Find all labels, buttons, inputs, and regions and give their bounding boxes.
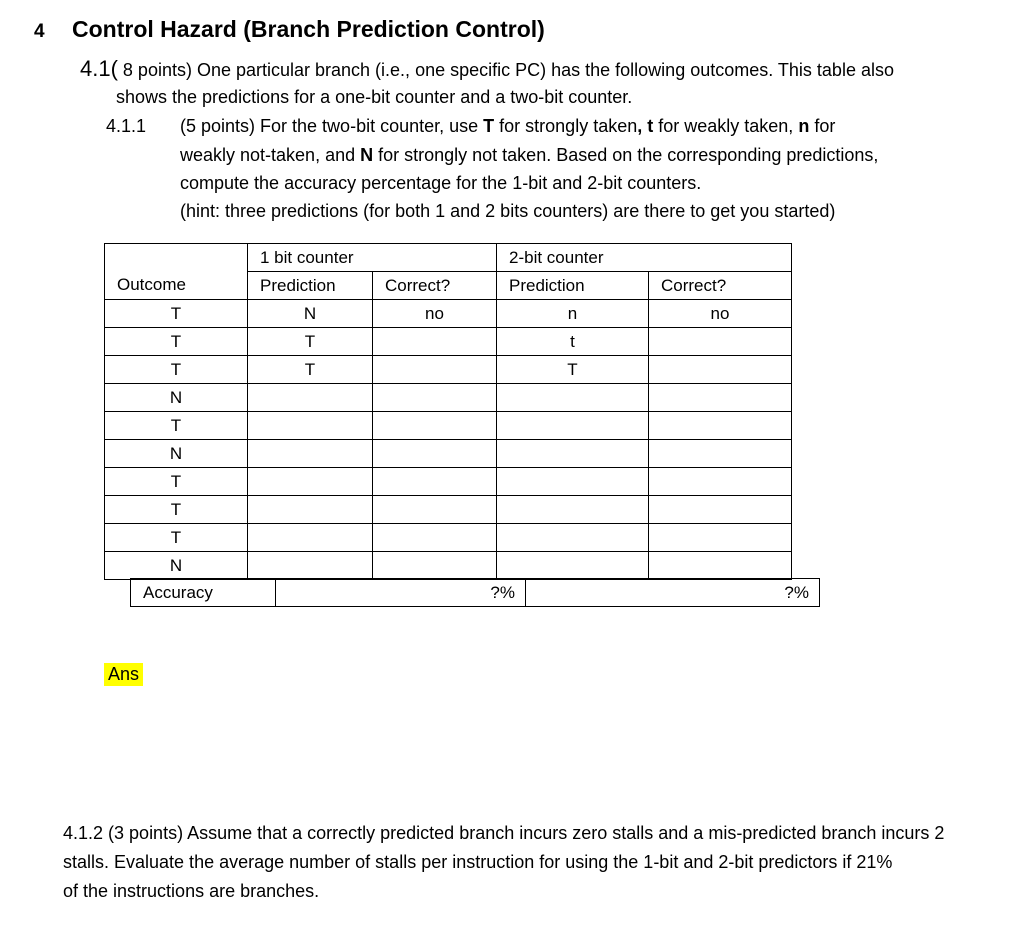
prediction-1bit-cell xyxy=(248,412,373,440)
outcome-cell: T xyxy=(105,468,248,496)
header-one-bit-counter: 1 bit counter xyxy=(248,244,497,272)
prediction-2bit-cell xyxy=(497,496,649,524)
section-number: 4 xyxy=(34,21,45,42)
outcome-cell: T xyxy=(105,524,248,552)
correct-2bit-cell xyxy=(649,356,792,384)
outcome-cell: T xyxy=(105,300,248,328)
outcome-cell: T xyxy=(105,356,248,384)
prediction-2bit-cell: n xyxy=(497,300,649,328)
prediction-2bit-cell xyxy=(497,440,649,468)
question-4-1-2-line3: of the instructions are branches. xyxy=(63,881,320,901)
table-row xyxy=(105,524,792,552)
prediction-1bit-cell xyxy=(248,552,373,580)
correct-1bit-cell xyxy=(373,552,497,580)
question-4-1-1-number: 4.1.1 xyxy=(106,116,147,136)
correct-1bit-cell: no xyxy=(373,300,497,328)
question-4-1-1-line1: (5 points) For the two-bit counter, use T for strongly taken, t for weakly taken, n for xyxy=(180,116,836,136)
outcome-cell: N xyxy=(105,440,248,468)
question-4-1-line2: shows the predictions for a one-bit counter and a two-bit counter. xyxy=(116,87,633,107)
correct-2bit-cell xyxy=(649,524,792,552)
accuracy-one-bit: ?% xyxy=(276,579,526,607)
table-row xyxy=(105,300,792,328)
prediction-1bit-cell: T xyxy=(248,328,373,356)
prediction-2bit-cell xyxy=(497,524,649,552)
header-two-bit-counter: 2-bit counter xyxy=(497,244,792,272)
header-blank-cell xyxy=(105,244,248,272)
prediction-1bit-cell: T xyxy=(248,356,373,384)
accuracy-label: Accuracy xyxy=(131,579,276,607)
question-4-1-line1 xyxy=(80,56,894,82)
correct-1bit-cell xyxy=(373,496,497,524)
prediction-2bit-cell xyxy=(497,384,649,412)
prediction-1bit-cell: N xyxy=(248,300,373,328)
table-row xyxy=(105,440,792,468)
prediction-1bit-cell xyxy=(248,524,373,552)
header-outcome: Outcome xyxy=(105,272,248,300)
question-4-1-1-line2: weakly not-taken, and N for strongly not taken. Based on the corresponding predictions, xyxy=(180,145,879,165)
question-4-1-number: 4.1( xyxy=(80,56,118,81)
correct-2bit-cell xyxy=(649,552,792,580)
correct-1bit-cell xyxy=(373,524,497,552)
question-4-1-text: 8 points) One particular branch (i.e., one specific PC) has the following outcomes. This table also xyxy=(117,60,894,80)
prediction-2bit-cell: t xyxy=(497,328,649,356)
correct-2bit-cell xyxy=(649,384,792,412)
prediction-1bit-cell xyxy=(248,496,373,524)
outcome-cell: T xyxy=(105,328,248,356)
outcome-cell: N xyxy=(105,384,248,412)
outcome-cell: N xyxy=(105,552,248,580)
table-row xyxy=(105,384,792,412)
accuracy-two-bit: ?% xyxy=(526,579,820,607)
prediction-2bit-cell xyxy=(497,552,649,580)
prediction-2bit-cell xyxy=(497,468,649,496)
header-prediction-2bit: Prediction xyxy=(497,272,649,300)
answer-label: Ans xyxy=(104,663,143,686)
accuracy-table xyxy=(130,578,820,607)
outcome-cell: T xyxy=(105,496,248,524)
correct-1bit-cell xyxy=(373,356,497,384)
outcome-cell: T xyxy=(105,412,248,440)
section-title: Control Hazard (Branch Prediction Control) xyxy=(72,16,545,42)
prediction-2bit-cell xyxy=(497,412,649,440)
question-4-1-1-line4: (hint: three predictions (for both 1 and 2 bits counters) are there to get you started) xyxy=(180,201,836,221)
correct-1bit-cell xyxy=(373,440,497,468)
table-header-top-row xyxy=(105,244,792,272)
correct-2bit-cell: no xyxy=(649,300,792,328)
table-row xyxy=(105,468,792,496)
table-row xyxy=(105,412,792,440)
prediction-1bit-cell xyxy=(248,440,373,468)
table-row xyxy=(105,552,792,580)
header-correct-2bit: Correct? xyxy=(649,272,792,300)
prediction-1bit-cell xyxy=(248,468,373,496)
prediction-1bit-cell xyxy=(248,384,373,412)
prediction-table xyxy=(104,243,792,580)
correct-1bit-cell xyxy=(373,328,497,356)
table-header-columns-row xyxy=(105,272,792,300)
header-prediction-1bit: Prediction xyxy=(248,272,373,300)
prediction-2bit-cell: T xyxy=(497,356,649,384)
correct-2bit-cell xyxy=(649,440,792,468)
correct-1bit-cell xyxy=(373,412,497,440)
table-row xyxy=(105,496,792,524)
correct-2bit-cell xyxy=(649,412,792,440)
question-4-1-2-line1: 4.1.2 (3 points) Assume that a correctly predicted branch incurs zero stalls and a mis-predicted branch incurs 2 xyxy=(63,823,945,843)
correct-2bit-cell xyxy=(649,468,792,496)
correct-1bit-cell xyxy=(373,468,497,496)
table-row xyxy=(105,328,792,356)
correct-2bit-cell xyxy=(649,496,792,524)
table-row xyxy=(105,356,792,384)
correct-2bit-cell xyxy=(649,328,792,356)
question-4-1-1-line3: compute the accuracy percentage for the 1-bit and 2-bit counters. xyxy=(180,173,702,193)
correct-1bit-cell xyxy=(373,384,497,412)
header-correct-1bit: Correct? xyxy=(373,272,497,300)
accuracy-row xyxy=(131,579,820,607)
question-4-1-2-line2: stalls. Evaluate the average number of stalls per instruction for using the 1-bit and 2-bit predictors if 21% xyxy=(63,852,893,872)
